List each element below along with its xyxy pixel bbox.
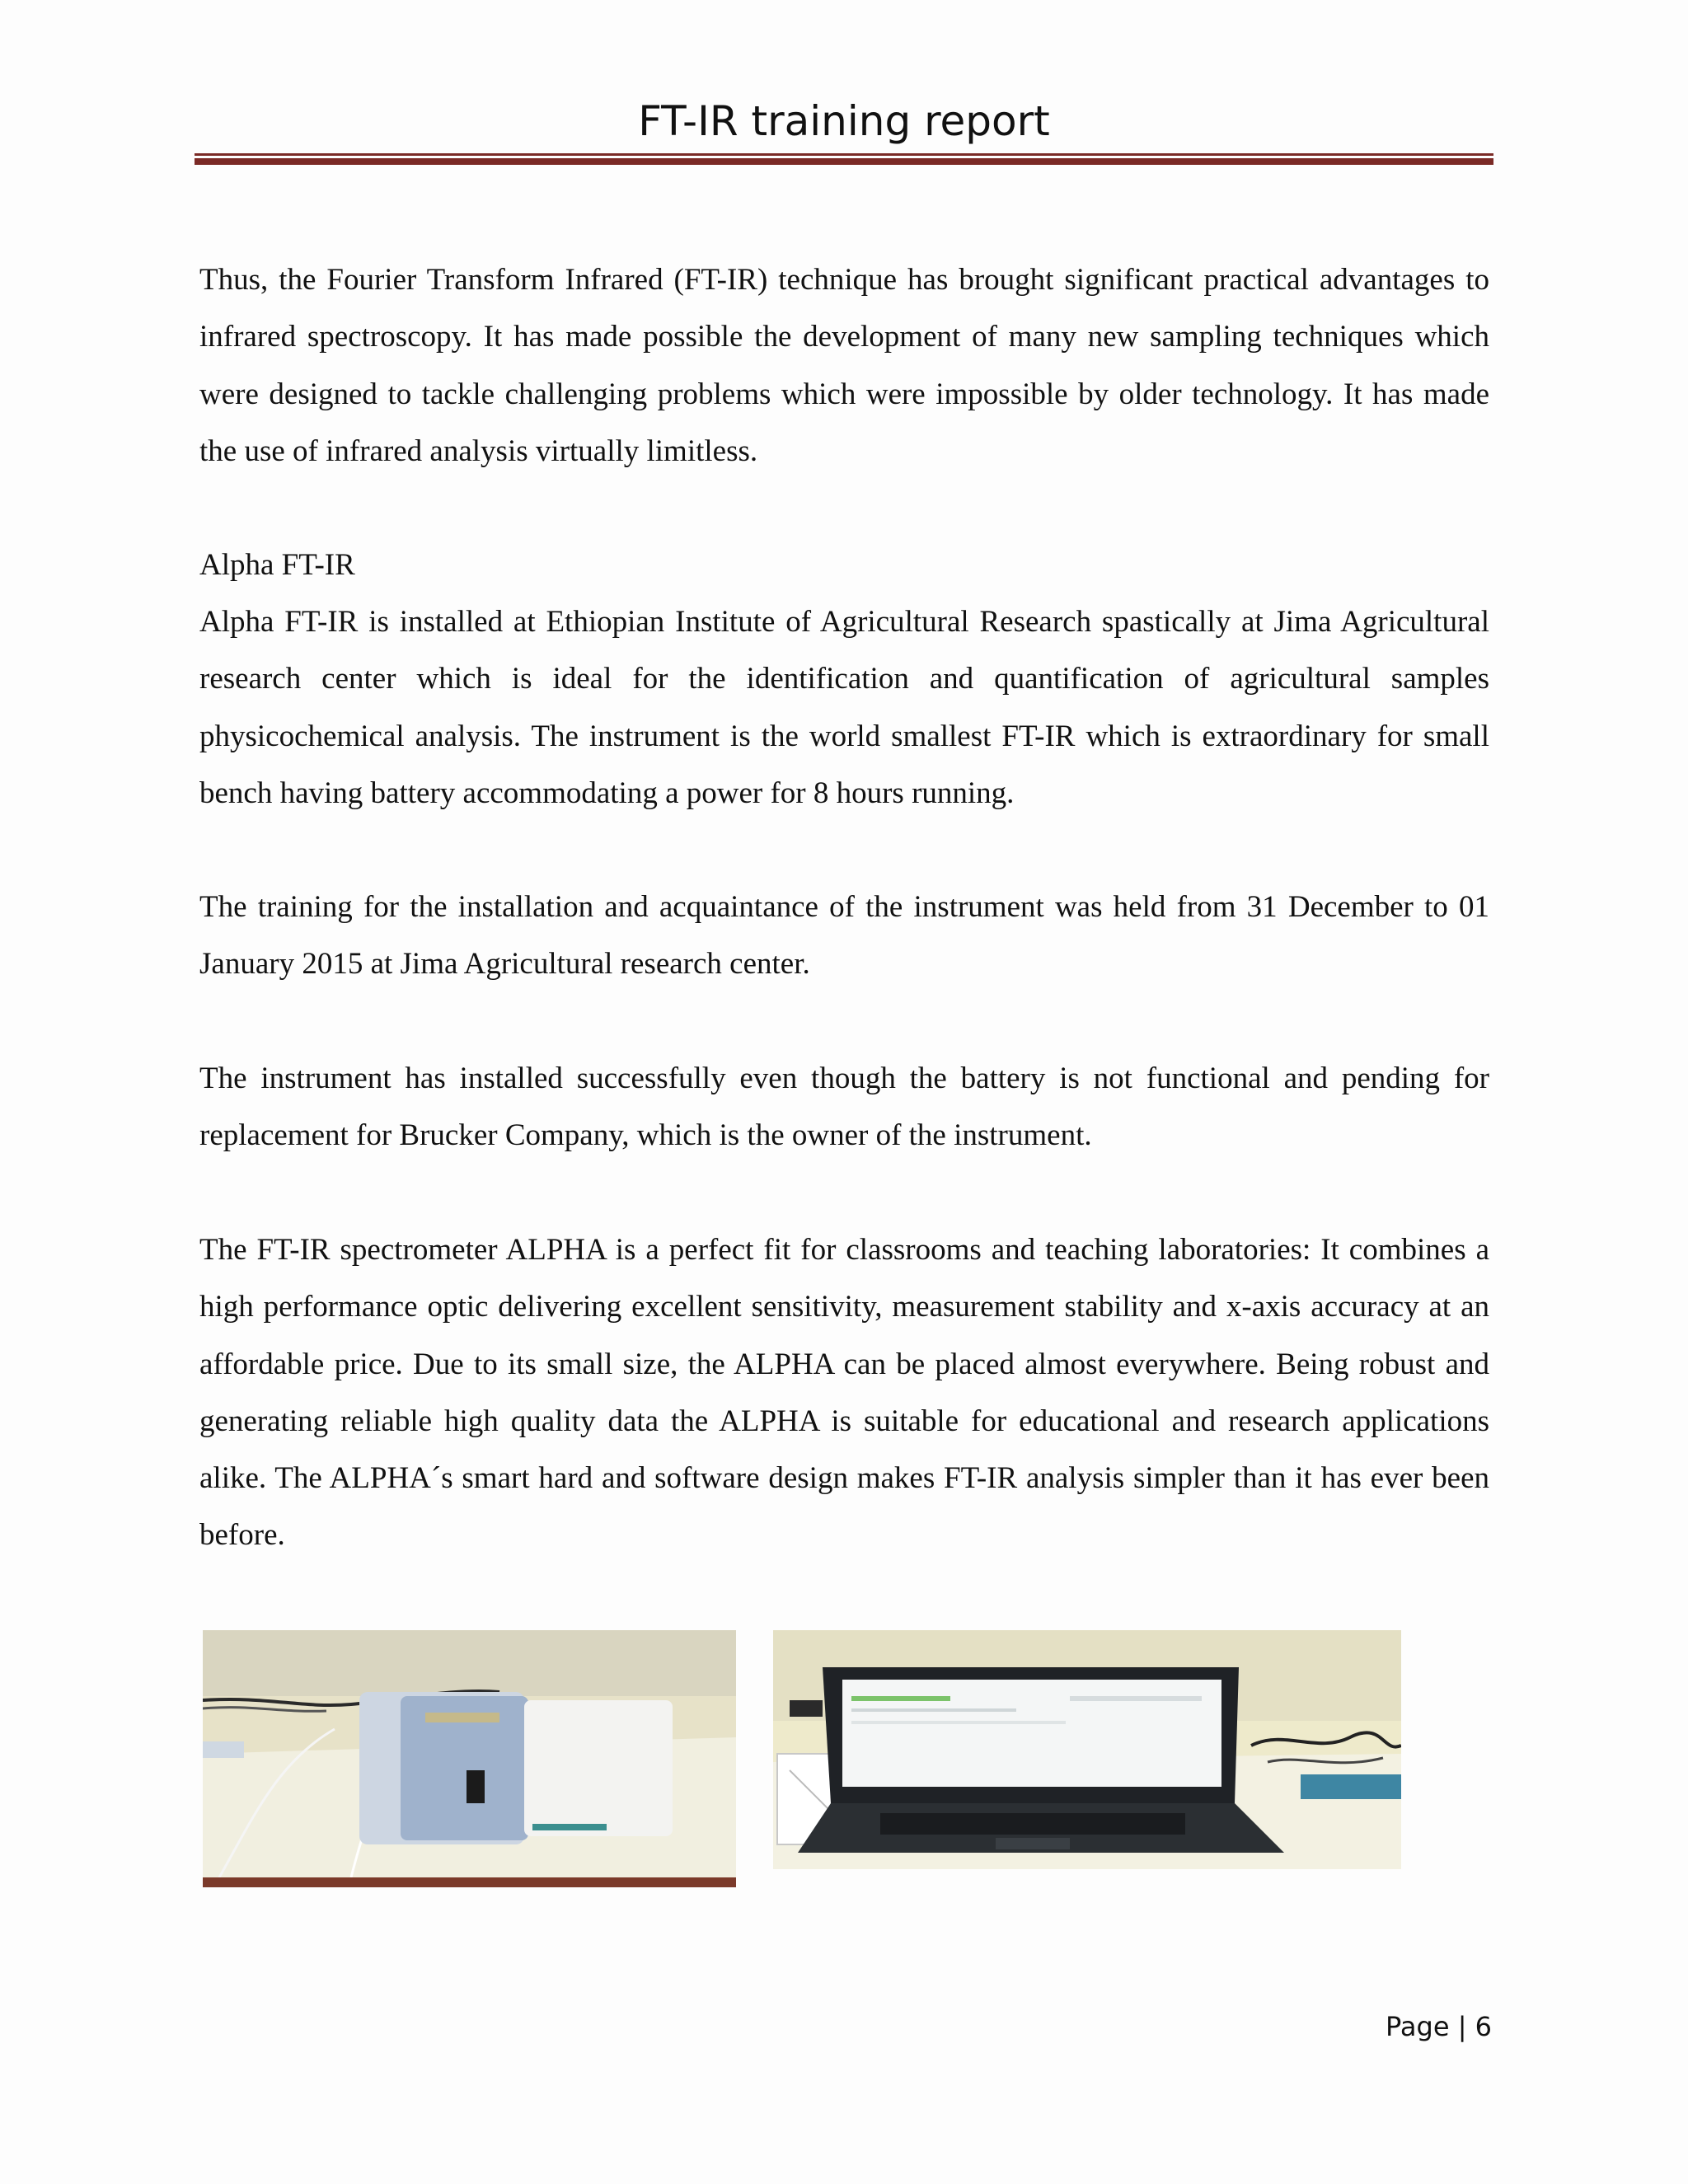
header-rule-thick bbox=[195, 158, 1493, 165]
installation-status-paragraph: The instrument has installed successfully even though the battery is not functional and pending for replacement for Brucker Company, which is the owner of the instrument. bbox=[199, 1062, 1489, 1153]
header-rule-thin bbox=[195, 153, 1493, 156]
page-number: Page | 6 bbox=[1386, 2011, 1492, 2042]
spectrometer-photo bbox=[203, 1630, 736, 1887]
alpha-features-paragraph: The FT-IR spectrometer ALPHA is a perfect fit for classrooms and teaching laboratories: It combines a high performance optic delivering excellent sensitivity, measurement stability and x-axis accuracy at an affordable price. Due to its small size, the ALPHA can be placed almost everywhere. Being robust and generating reliable high quality data the ALPHA is suitable for educational and research applications alike. The ALPHA´s smart hard and software design makes FT-IR analysis simpler than it has ever been before. bbox=[199, 1233, 1489, 1553]
alpha-description-paragraph: Alpha FT-IR is installed at Ethiopian Institute of Agricultural Research spastically at Jima Agricultural research center which is ideal for the identification and quantification of agricultural samples physicochemical analysis. The instrument is the world smallest FT-IR which is extraordinary for small bench having battery accommodating a power for 8 hours running. bbox=[199, 605, 1489, 810]
intro-paragraph: Thus, the Fourier Transform Infrared (FT-IR) technique has brought significant practical advantages to infrared spectroscopy. It has made possible the development of many new sampling techniques which were designed to tackle challenging problems which were impossible by older technology. It has made the use of infrared analysis virtually limitless. bbox=[199, 263, 1489, 468]
page-header-title: FT-IR training report bbox=[638, 97, 1050, 145]
training-dates-paragraph: The training for the installation and acquaintance of the instrument was held from 31 December to 01 January 2015 at Jima Agricultural research center. bbox=[199, 890, 1489, 982]
section-heading: Alpha FT-IR bbox=[199, 548, 355, 582]
laptop-photo bbox=[773, 1630, 1401, 1869]
